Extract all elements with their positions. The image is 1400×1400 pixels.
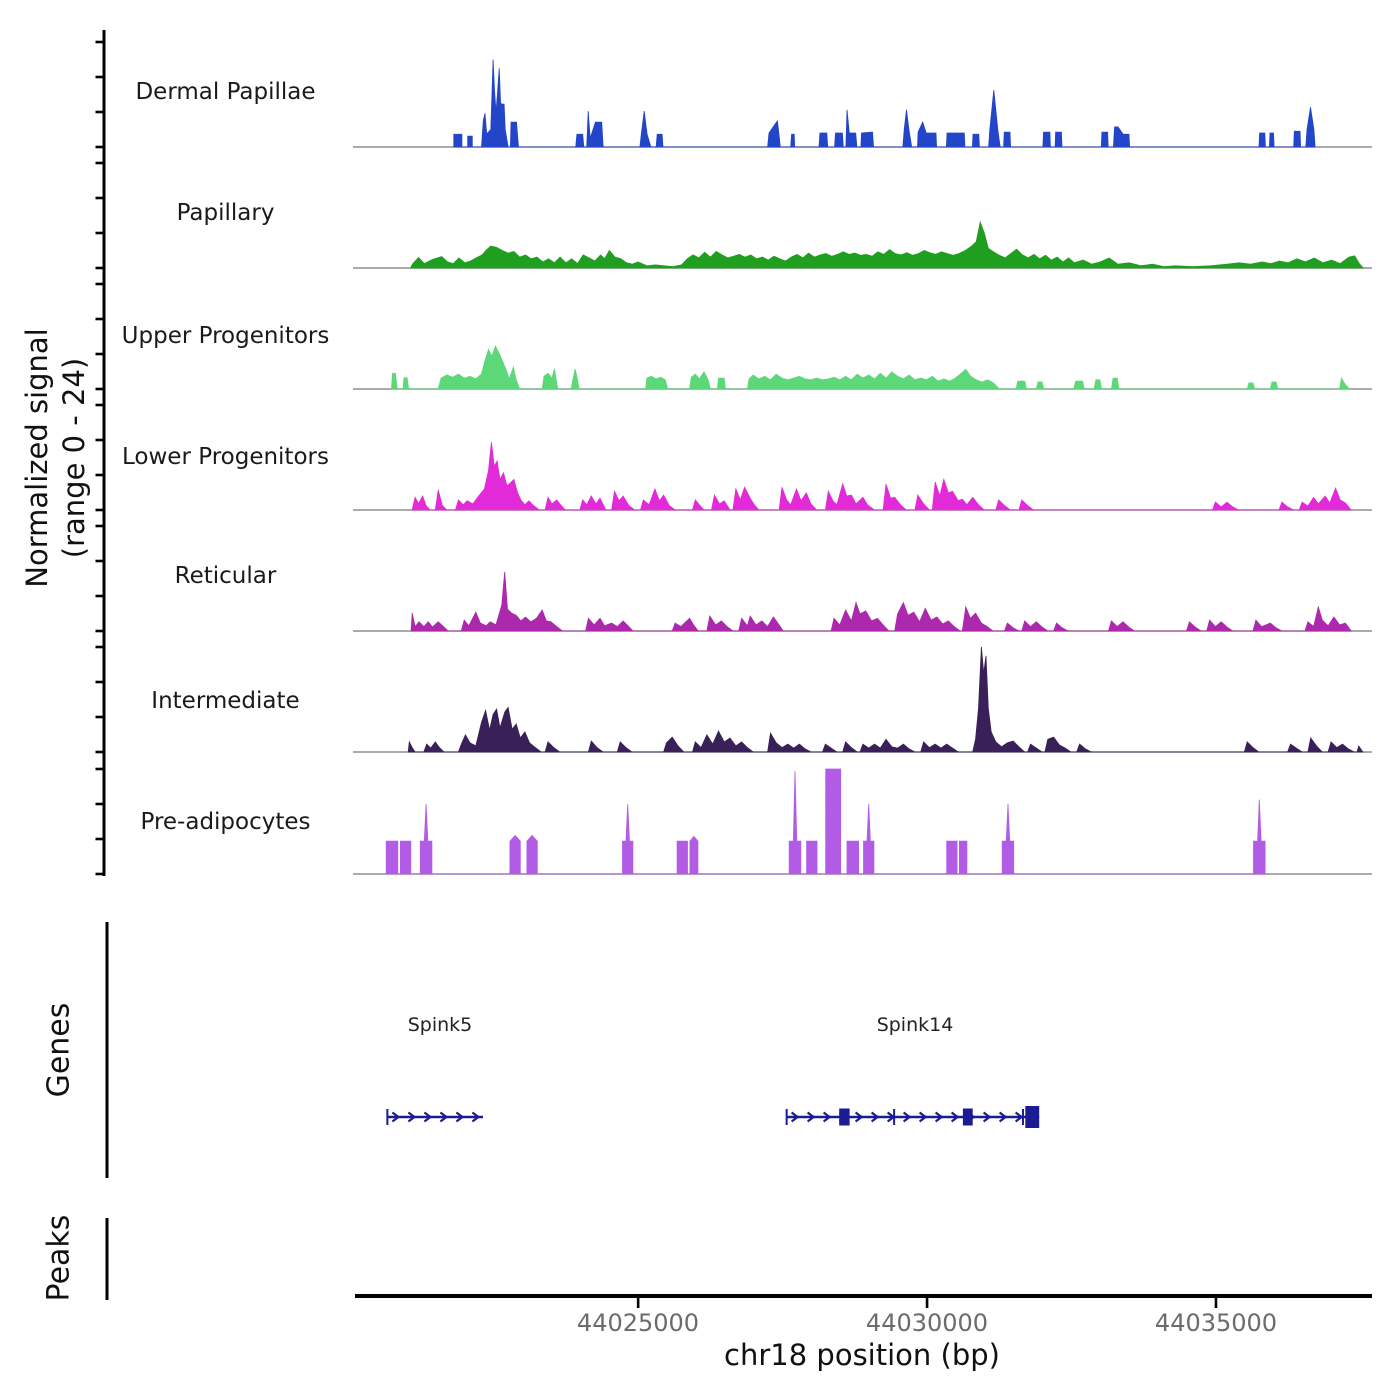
track-label-reticular: Reticular: [174, 563, 277, 589]
gene-exon: [1025, 1106, 1039, 1128]
track-label-intermediate: Intermediate: [151, 688, 300, 714]
track-label-papillary: Papillary: [176, 200, 275, 226]
signal-pre-adipocytes: [386, 769, 1265, 874]
y-axis-label-line1: Normalized signal: [20, 328, 54, 588]
gene-exon: [839, 1109, 849, 1126]
signal-lower-progenitors: [412, 442, 1351, 510]
peaks-section-label: Peaks: [41, 1214, 77, 1302]
x-axis-title: chr18 position (bp): [724, 1338, 1000, 1372]
signal-papillary: [411, 222, 1364, 268]
gene-label-spink5: Spink5: [407, 1014, 473, 1036]
track-label-upper-progenitors: Upper Progenitors: [121, 323, 330, 349]
track-label-lower-progenitors: Lower Progenitors: [122, 444, 329, 470]
track-label-pre-adipocytes: Pre-adipocytes: [140, 809, 311, 835]
signal-dermal-papillae: [454, 60, 1315, 148]
gene-label-spink14: Spink14: [876, 1014, 954, 1036]
signal-reticular: [411, 572, 1351, 631]
x-tick-label-44025000: 44025000: [576, 1309, 700, 1337]
x-tick-label-44035000: 44035000: [1154, 1309, 1278, 1337]
track-label-dermal-papillae: Dermal Papillae: [135, 79, 316, 105]
signal-upper-progenitors: [391, 346, 1349, 389]
signal-intermediate: [408, 647, 1363, 752]
y-axis-label-line2: (range 0 - 24): [57, 357, 91, 559]
genes-section-label: Genes: [41, 1002, 77, 1098]
x-tick-label-44030000: 44030000: [865, 1309, 989, 1337]
gene-exon: [963, 1109, 973, 1126]
y-axis-label: [19, 328, 93, 587]
